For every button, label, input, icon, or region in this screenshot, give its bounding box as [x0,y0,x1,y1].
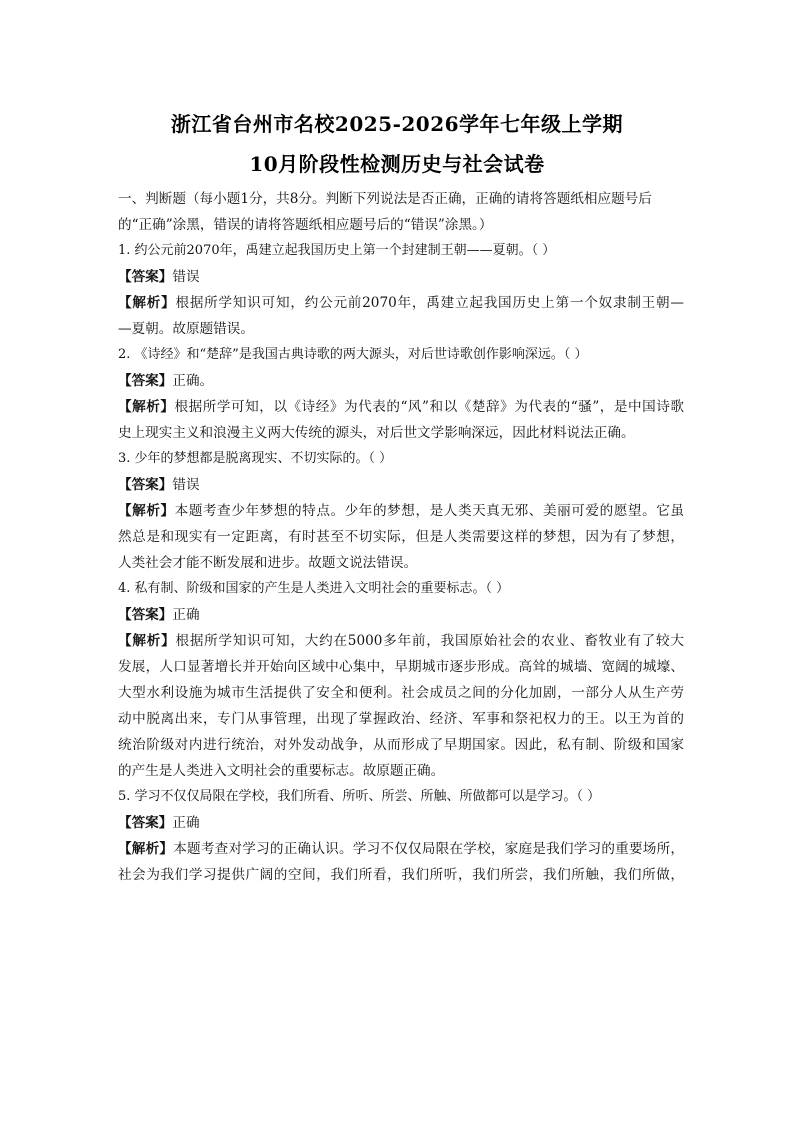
question-4-analysis-line-4: 动中脱离出来，专门从事管理，出现了掌握政治、经济、军事和祭祀权力的王。以王为首的 [118,711,684,727]
question-3-analysis-line-1 [118,498,684,524]
question-2-stem: 2. 《诗经》和“楚辞”是我国古典诗歌的两大源头，对后世诗歌创作影响深远。（ ） [118,347,588,362]
exam-title-line-2: 10月阶段性检测历史与社会试卷 [249,152,545,176]
question-4-analysis-line-6: 的产生是人类进入文明社会的重要标志。故原题正确。 [118,763,445,779]
exam-title-line-1: 浙江省台州市名校2025-2026学年七年级上学期 [170,112,624,136]
question-4-stem: 4. 私有制、阶级和国家的产生是人类进入文明社会的重要标志。（ ） [118,581,510,596]
section-heading-line-2: 的“正确”涂黑，错误的请将答题纸相应题号后的“错误”涂黑。） [118,217,493,233]
answer-value: 正确。 [172,373,214,389]
answer-label: 【答案】 [118,607,173,623]
question-4-analysis-line-3: 大型水利设施为城市生活提供了安全和便利。社会成员之间的分化加剧，一部分人从生产劳 [118,685,684,701]
analysis-label: 【解析】 [118,295,176,311]
question-4-answer [118,602,684,628]
section-heading-line-1: 一、判断题（每小题1分，共8分。判断下列说法是否正确，正确的请将答题纸相应题号后 [118,191,652,207]
answer-label: 【答案】 [118,477,173,493]
question-3-stem: 3. 少年的梦想都是脱离现实、不切实际的。（ ） [118,451,393,466]
analysis-label: 【解析】 [118,399,175,415]
question-1-analysis-line-1 [118,290,684,316]
analysis-label: 【解析】 [118,503,175,519]
question-4-analysis-line-5: 统治阶级对内进行统治，对外发动战争，从而形成了早期国家。因此，私有制、阶级和国家 [118,737,684,753]
question-5-analysis-line-2: 社会为我们学习提供广阔的空间，我们所看，我们所听，我们所尝，我们所触，我们所做， [118,867,684,883]
answer-value: 正确 [172,607,200,623]
answer-label: 【答案】 [118,815,173,831]
question-5-analysis-line-1 [118,836,684,862]
question-4-analysis-line-2: 发展，人口显著增长并开始向区域中心集中，早期城市逐步形成。高耸的城墙、宽阔的城壕、 [118,659,684,675]
exam-content [118,186,684,888]
question-2-answer [118,368,684,394]
question-2-analysis-line-1 [118,394,684,420]
analysis-label: 【解析】 [118,841,174,857]
question-1-stem: 1. 约公元前2070年，禹建立起我国历史上第一个封建制王朝——夏朝。（ ） [118,243,556,258]
answer-label: 【答案】 [118,269,173,285]
analysis-label: 【解析】 [118,633,176,649]
answer-value: 正确 [172,815,200,831]
analysis-text: 根据所学知识可知，大约在5000多年前，我国原始社会的农业、畜牧业有了较大 [175,633,684,649]
analysis-text: 根据所学可知，以《诗经》为代表的“风”和以《楚辞》为代表的“骚”，是中国诗歌 [174,399,684,415]
exam-title [0,104,794,184]
answer-value: 错误 [172,269,200,285]
question-3-analysis-line-2: 然总是和现实有一定距离，有时甚至不切实际，但是人类需要这样的梦想，因为有了梦想， [118,529,684,545]
question-5-answer [118,810,684,836]
analysis-text: 根据所学知识可知，约公元前2070年，禹建立起我国历史上第一个奴隶制王朝— [175,295,684,311]
question-3-answer [118,472,684,498]
answer-label: 【答案】 [118,373,173,389]
analysis-text: 本题考查少年梦想的特点。少年的梦想，是人类天真无邪、美丽可爱的愿望。它虽 [174,503,684,519]
question-1-analysis-line-2: —夏朝。故原题错误。 [118,321,254,337]
question-5-stem: 5. 学习不仅仅局限在学校，我们所看、所听、所尝、所触、所做都可以是学习。（ ） [118,789,601,804]
analysis-text: 本题考查对学习的正确认识。学习不仅仅局限在学校，家庭是我们学习的重要场所， [173,841,684,857]
question-1-answer [118,264,684,290]
answer-value: 错误 [172,477,200,493]
question-4-analysis-line-1 [118,628,684,654]
question-2-analysis-line-2: 史上现实主义和浪漫主义两大传统的源头，对后世文学影响深远，因此材料说法正确。 [118,425,635,441]
question-3-analysis-line-3: 人类社会才能不断发展和进步。故题文说法错误。 [118,555,418,571]
